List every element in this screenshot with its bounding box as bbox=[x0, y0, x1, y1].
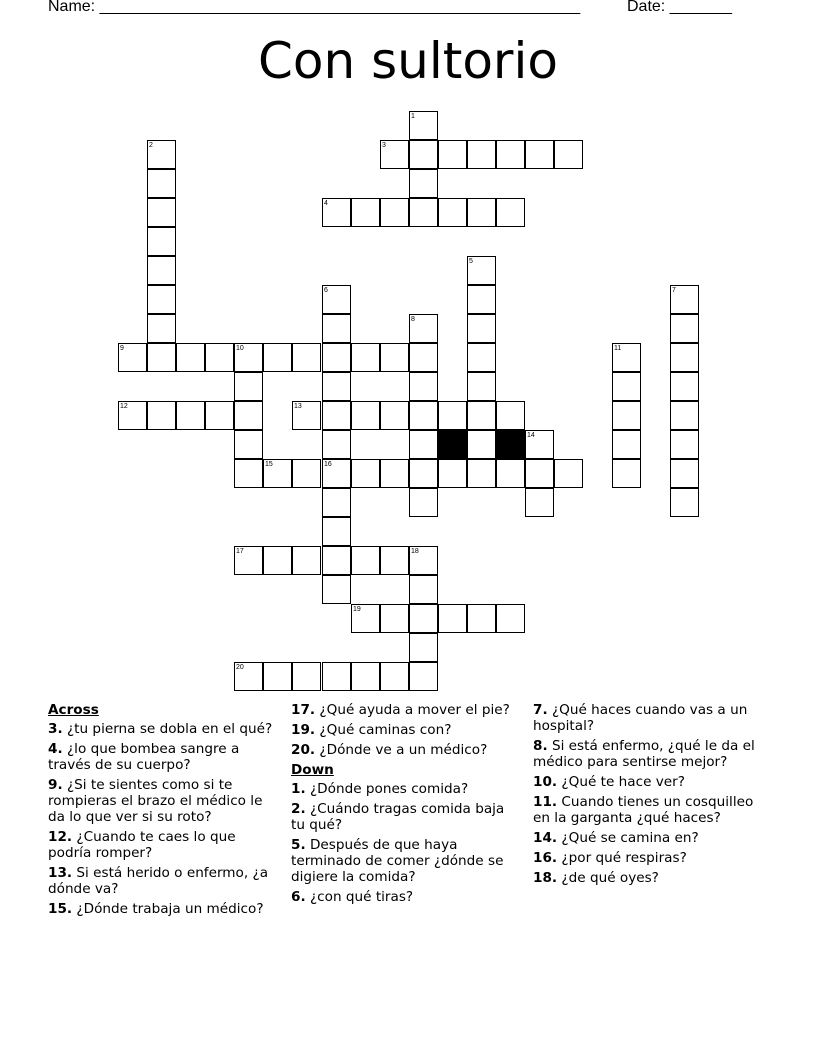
grid-cell[interactable] bbox=[292, 546, 321, 575]
grid-cell[interactable] bbox=[380, 604, 409, 633]
grid-cell[interactable] bbox=[322, 517, 351, 546]
grid-cell[interactable] bbox=[670, 401, 699, 430]
cell-number: 1 bbox=[411, 113, 415, 120]
date-field-line: Date: _______ bbox=[627, 0, 732, 15]
clue-text: ¿lo que bombea sangre a través de su cuerpo? bbox=[48, 741, 240, 773]
grid-cell[interactable] bbox=[409, 633, 438, 662]
grid-cell[interactable] bbox=[409, 488, 438, 517]
grid-cell[interactable] bbox=[380, 459, 409, 488]
clue-number: 19. bbox=[291, 722, 316, 738]
grid-cell[interactable] bbox=[438, 604, 467, 633]
grid-cell[interactable] bbox=[380, 662, 409, 691]
clue-number: 8. bbox=[533, 738, 548, 754]
clue-number: 20. bbox=[291, 742, 316, 758]
grid-cell[interactable] bbox=[263, 546, 292, 575]
grid-cell[interactable] bbox=[147, 314, 176, 343]
grid-cell[interactable] bbox=[322, 401, 351, 430]
grid-cell[interactable] bbox=[525, 488, 554, 517]
cell-number: 6 bbox=[324, 287, 328, 294]
grid-cell[interactable] bbox=[409, 662, 438, 691]
clue-number: 1. bbox=[291, 781, 306, 797]
clue-down-2 bbox=[291, 801, 521, 833]
grid-cell[interactable] bbox=[292, 662, 321, 691]
clue-number: 16. bbox=[533, 850, 558, 866]
grid-cell[interactable] bbox=[438, 401, 467, 430]
clue-across-19 bbox=[291, 722, 521, 738]
grid-cell[interactable] bbox=[670, 314, 699, 343]
grid-cell[interactable] bbox=[409, 401, 438, 430]
grid-cell[interactable] bbox=[351, 401, 380, 430]
clues-column-2 bbox=[291, 702, 521, 909]
grid-cell[interactable] bbox=[670, 488, 699, 517]
clue-down-10 bbox=[533, 774, 765, 790]
grid-cell[interactable] bbox=[467, 459, 496, 488]
grid-cell[interactable] bbox=[351, 343, 380, 372]
grid-cell[interactable] bbox=[322, 662, 351, 691]
grid-cell[interactable] bbox=[467, 430, 496, 459]
clue-text: ¿Qué te hace ver? bbox=[561, 774, 685, 790]
grid-cell[interactable] bbox=[670, 459, 699, 488]
clue-text: ¿Cuando te caes lo que podría romper? bbox=[48, 829, 236, 861]
clue-text: ¿Dónde ve a un médico? bbox=[319, 742, 488, 758]
grid-cell[interactable] bbox=[322, 430, 351, 459]
cell-number: 9 bbox=[120, 345, 124, 352]
grid-cell[interactable] bbox=[467, 401, 496, 430]
clue-across-20 bbox=[291, 742, 521, 758]
clue-across-15 bbox=[48, 901, 273, 917]
grid-cell[interactable] bbox=[409, 459, 438, 488]
grid-cell[interactable] bbox=[351, 459, 380, 488]
clue-number: 10. bbox=[533, 774, 558, 790]
grid-cell[interactable] bbox=[322, 372, 351, 401]
clue-down-16 bbox=[533, 850, 765, 866]
grid-cell[interactable] bbox=[322, 488, 351, 517]
cell-number: 17 bbox=[236, 548, 244, 555]
grid-cell[interactable] bbox=[467, 343, 496, 372]
grid-cell[interactable] bbox=[147, 169, 176, 198]
grid-cell[interactable] bbox=[670, 343, 699, 372]
grid-cell[interactable] bbox=[612, 401, 641, 430]
clue-down-6 bbox=[291, 889, 521, 905]
grid-cell[interactable] bbox=[351, 662, 380, 691]
clue-number: 17. bbox=[291, 702, 316, 718]
cell-number: 19 bbox=[353, 606, 361, 613]
clue-text: Cuando tienes un cosquilleo en la garganta ¿qué haces? bbox=[533, 794, 754, 826]
clue-text: ¿Qué caminas con? bbox=[319, 722, 452, 738]
grid-cell[interactable] bbox=[670, 430, 699, 459]
clue-number: 11. bbox=[533, 794, 558, 810]
grid-cell[interactable] bbox=[380, 546, 409, 575]
down-heading: Down bbox=[291, 762, 334, 778]
clue-down-18 bbox=[533, 870, 765, 886]
clue-text: Si está herido o enfermo, ¿a dónde va? bbox=[48, 865, 269, 897]
grid-cell[interactable] bbox=[438, 459, 467, 488]
clue-number: 14. bbox=[533, 830, 558, 846]
grid-cell[interactable] bbox=[147, 285, 176, 314]
cell-number: 18 bbox=[411, 548, 419, 555]
clue-text: Después de que haya terminado de comer ¿dónde se digiere la comida? bbox=[291, 837, 504, 885]
clue-number: 6. bbox=[291, 889, 306, 905]
name-field-line: Name: ______________________________________________________ bbox=[48, 0, 581, 15]
grid-cell[interactable] bbox=[234, 459, 263, 488]
puzzle-title: Con sultorio bbox=[258, 32, 558, 90]
clue-text: ¿Qué ayuda a mover el pie? bbox=[319, 702, 510, 718]
grid-cell[interactable] bbox=[409, 169, 438, 198]
cell-number: 7 bbox=[672, 287, 676, 294]
grid-cell[interactable] bbox=[438, 198, 467, 227]
grid-cell[interactable] bbox=[467, 372, 496, 401]
grid-cell[interactable] bbox=[409, 140, 438, 169]
grid-cell[interactable] bbox=[147, 256, 176, 285]
grid-cell[interactable] bbox=[525, 140, 554, 169]
grid-cell[interactable] bbox=[496, 604, 525, 633]
clue-down-11 bbox=[533, 794, 765, 826]
clue-down-8 bbox=[533, 738, 765, 770]
clue-down-5 bbox=[291, 837, 521, 885]
grid-cell[interactable] bbox=[147, 227, 176, 256]
cell-number: 2 bbox=[149, 142, 153, 149]
clue-across-12 bbox=[48, 829, 273, 861]
grid-cell[interactable] bbox=[554, 140, 583, 169]
grid-cell[interactable] bbox=[351, 198, 380, 227]
clue-number: 13. bbox=[48, 865, 73, 881]
grid-cell[interactable] bbox=[322, 314, 351, 343]
grid-cell[interactable] bbox=[322, 343, 351, 372]
clue-text: ¿Qué se camina en? bbox=[561, 830, 699, 846]
grid-cell[interactable] bbox=[234, 401, 263, 430]
clue-across-13 bbox=[48, 865, 273, 897]
clue-text: ¿con qué tiras? bbox=[309, 889, 414, 905]
clue-text: ¿tu pierna se dobla en el qué? bbox=[66, 721, 273, 737]
cell-number: 10 bbox=[236, 345, 244, 352]
clue-number: 2. bbox=[291, 801, 306, 817]
grid-cell[interactable] bbox=[409, 343, 438, 372]
black-cell bbox=[438, 430, 467, 459]
grid-cell[interactable] bbox=[380, 198, 409, 227]
cell-number: 12 bbox=[120, 403, 128, 410]
grid-cell[interactable] bbox=[496, 401, 525, 430]
grid-cell[interactable] bbox=[554, 459, 583, 488]
cell-number: 4 bbox=[324, 200, 328, 207]
clue-number: 5. bbox=[291, 837, 306, 853]
grid-cell[interactable] bbox=[438, 140, 467, 169]
clue-number: 9. bbox=[48, 777, 63, 793]
grid-cell[interactable] bbox=[234, 430, 263, 459]
grid-cell[interactable] bbox=[409, 198, 438, 227]
clue-number: 18. bbox=[533, 870, 558, 886]
grid-cell[interactable] bbox=[292, 459, 321, 488]
clue-number: 15. bbox=[48, 901, 73, 917]
cell-number: 5 bbox=[469, 258, 473, 265]
grid-cell[interactable] bbox=[612, 372, 641, 401]
clue-number: 4. bbox=[48, 741, 63, 757]
grid-cell[interactable] bbox=[380, 401, 409, 430]
grid-cell[interactable] bbox=[496, 198, 525, 227]
clue-text: Si está enfermo, ¿qué le da el médico para sentirse mejor? bbox=[533, 738, 755, 770]
clue-text: ¿Cuándo tragas comida baja tu qué? bbox=[291, 801, 505, 833]
grid-cell[interactable] bbox=[612, 459, 641, 488]
grid-cell[interactable] bbox=[205, 401, 234, 430]
across-heading: Across bbox=[48, 702, 99, 718]
cell-number: 8 bbox=[411, 316, 415, 323]
clue-text: ¿de qué oyes? bbox=[561, 870, 659, 886]
clue-text: ¿por qué respiras? bbox=[561, 850, 687, 866]
grid-cell[interactable] bbox=[322, 575, 351, 604]
grid-cell[interactable] bbox=[292, 343, 321, 372]
clue-text: ¿Dónde pones comida? bbox=[309, 781, 469, 797]
clue-across-4 bbox=[48, 741, 273, 773]
grid-cell[interactable] bbox=[467, 198, 496, 227]
grid-cell[interactable] bbox=[147, 401, 176, 430]
cell-number: 20 bbox=[236, 664, 244, 671]
cell-number: 15 bbox=[265, 461, 273, 468]
clue-down-14 bbox=[533, 830, 765, 846]
grid-cell[interactable] bbox=[409, 604, 438, 633]
grid-cell[interactable] bbox=[147, 198, 176, 227]
grid-cell[interactable] bbox=[496, 459, 525, 488]
cell-number: 14 bbox=[527, 432, 535, 439]
clue-down-7 bbox=[533, 702, 765, 734]
grid-cell[interactable] bbox=[525, 459, 554, 488]
grid-cell[interactable] bbox=[612, 430, 641, 459]
grid-cell[interactable] bbox=[380, 343, 409, 372]
clue-text: ¿Qué haces cuando vas a un hospital? bbox=[533, 702, 748, 734]
grid-cell[interactable] bbox=[467, 314, 496, 343]
grid-cell[interactable] bbox=[496, 140, 525, 169]
grid-cell[interactable] bbox=[467, 140, 496, 169]
clue-across-17 bbox=[291, 702, 521, 718]
clue-number: 7. bbox=[533, 702, 548, 718]
clue-across-3 bbox=[48, 721, 273, 737]
grid-cell[interactable] bbox=[409, 575, 438, 604]
cell-number: 13 bbox=[294, 403, 302, 410]
black-cell bbox=[496, 430, 525, 459]
grid-cell[interactable] bbox=[467, 604, 496, 633]
grid-cell[interactable] bbox=[409, 430, 438, 459]
grid-cell[interactable] bbox=[263, 662, 292, 691]
grid-cell[interactable] bbox=[147, 343, 176, 372]
clue-text: ¿Si te sientes como si te rompieras el brazo el médico le da lo que ver si su roto? bbox=[48, 777, 263, 825]
cell-number: 16 bbox=[324, 461, 332, 468]
grid-cell[interactable] bbox=[176, 401, 205, 430]
clues-column-3 bbox=[533, 702, 765, 890]
grid-cell[interactable] bbox=[205, 343, 234, 372]
cell-number: 11 bbox=[614, 345, 622, 352]
grid-cell[interactable] bbox=[234, 372, 263, 401]
clues-column-1 bbox=[48, 702, 273, 921]
grid-cell[interactable] bbox=[263, 343, 292, 372]
grid-cell[interactable] bbox=[322, 546, 351, 575]
grid-cell[interactable] bbox=[670, 372, 699, 401]
clue-text: ¿Dónde trabaja un médico? bbox=[76, 901, 264, 917]
grid-cell[interactable] bbox=[351, 546, 380, 575]
grid-cell[interactable] bbox=[409, 372, 438, 401]
cell-number: 3 bbox=[382, 142, 386, 149]
grid-cell[interactable] bbox=[467, 285, 496, 314]
clue-down-1 bbox=[291, 781, 521, 797]
clue-number: 12. bbox=[48, 829, 73, 845]
clue-across-9 bbox=[48, 777, 273, 825]
grid-cell[interactable] bbox=[176, 343, 205, 372]
clue-number: 3. bbox=[48, 721, 63, 737]
